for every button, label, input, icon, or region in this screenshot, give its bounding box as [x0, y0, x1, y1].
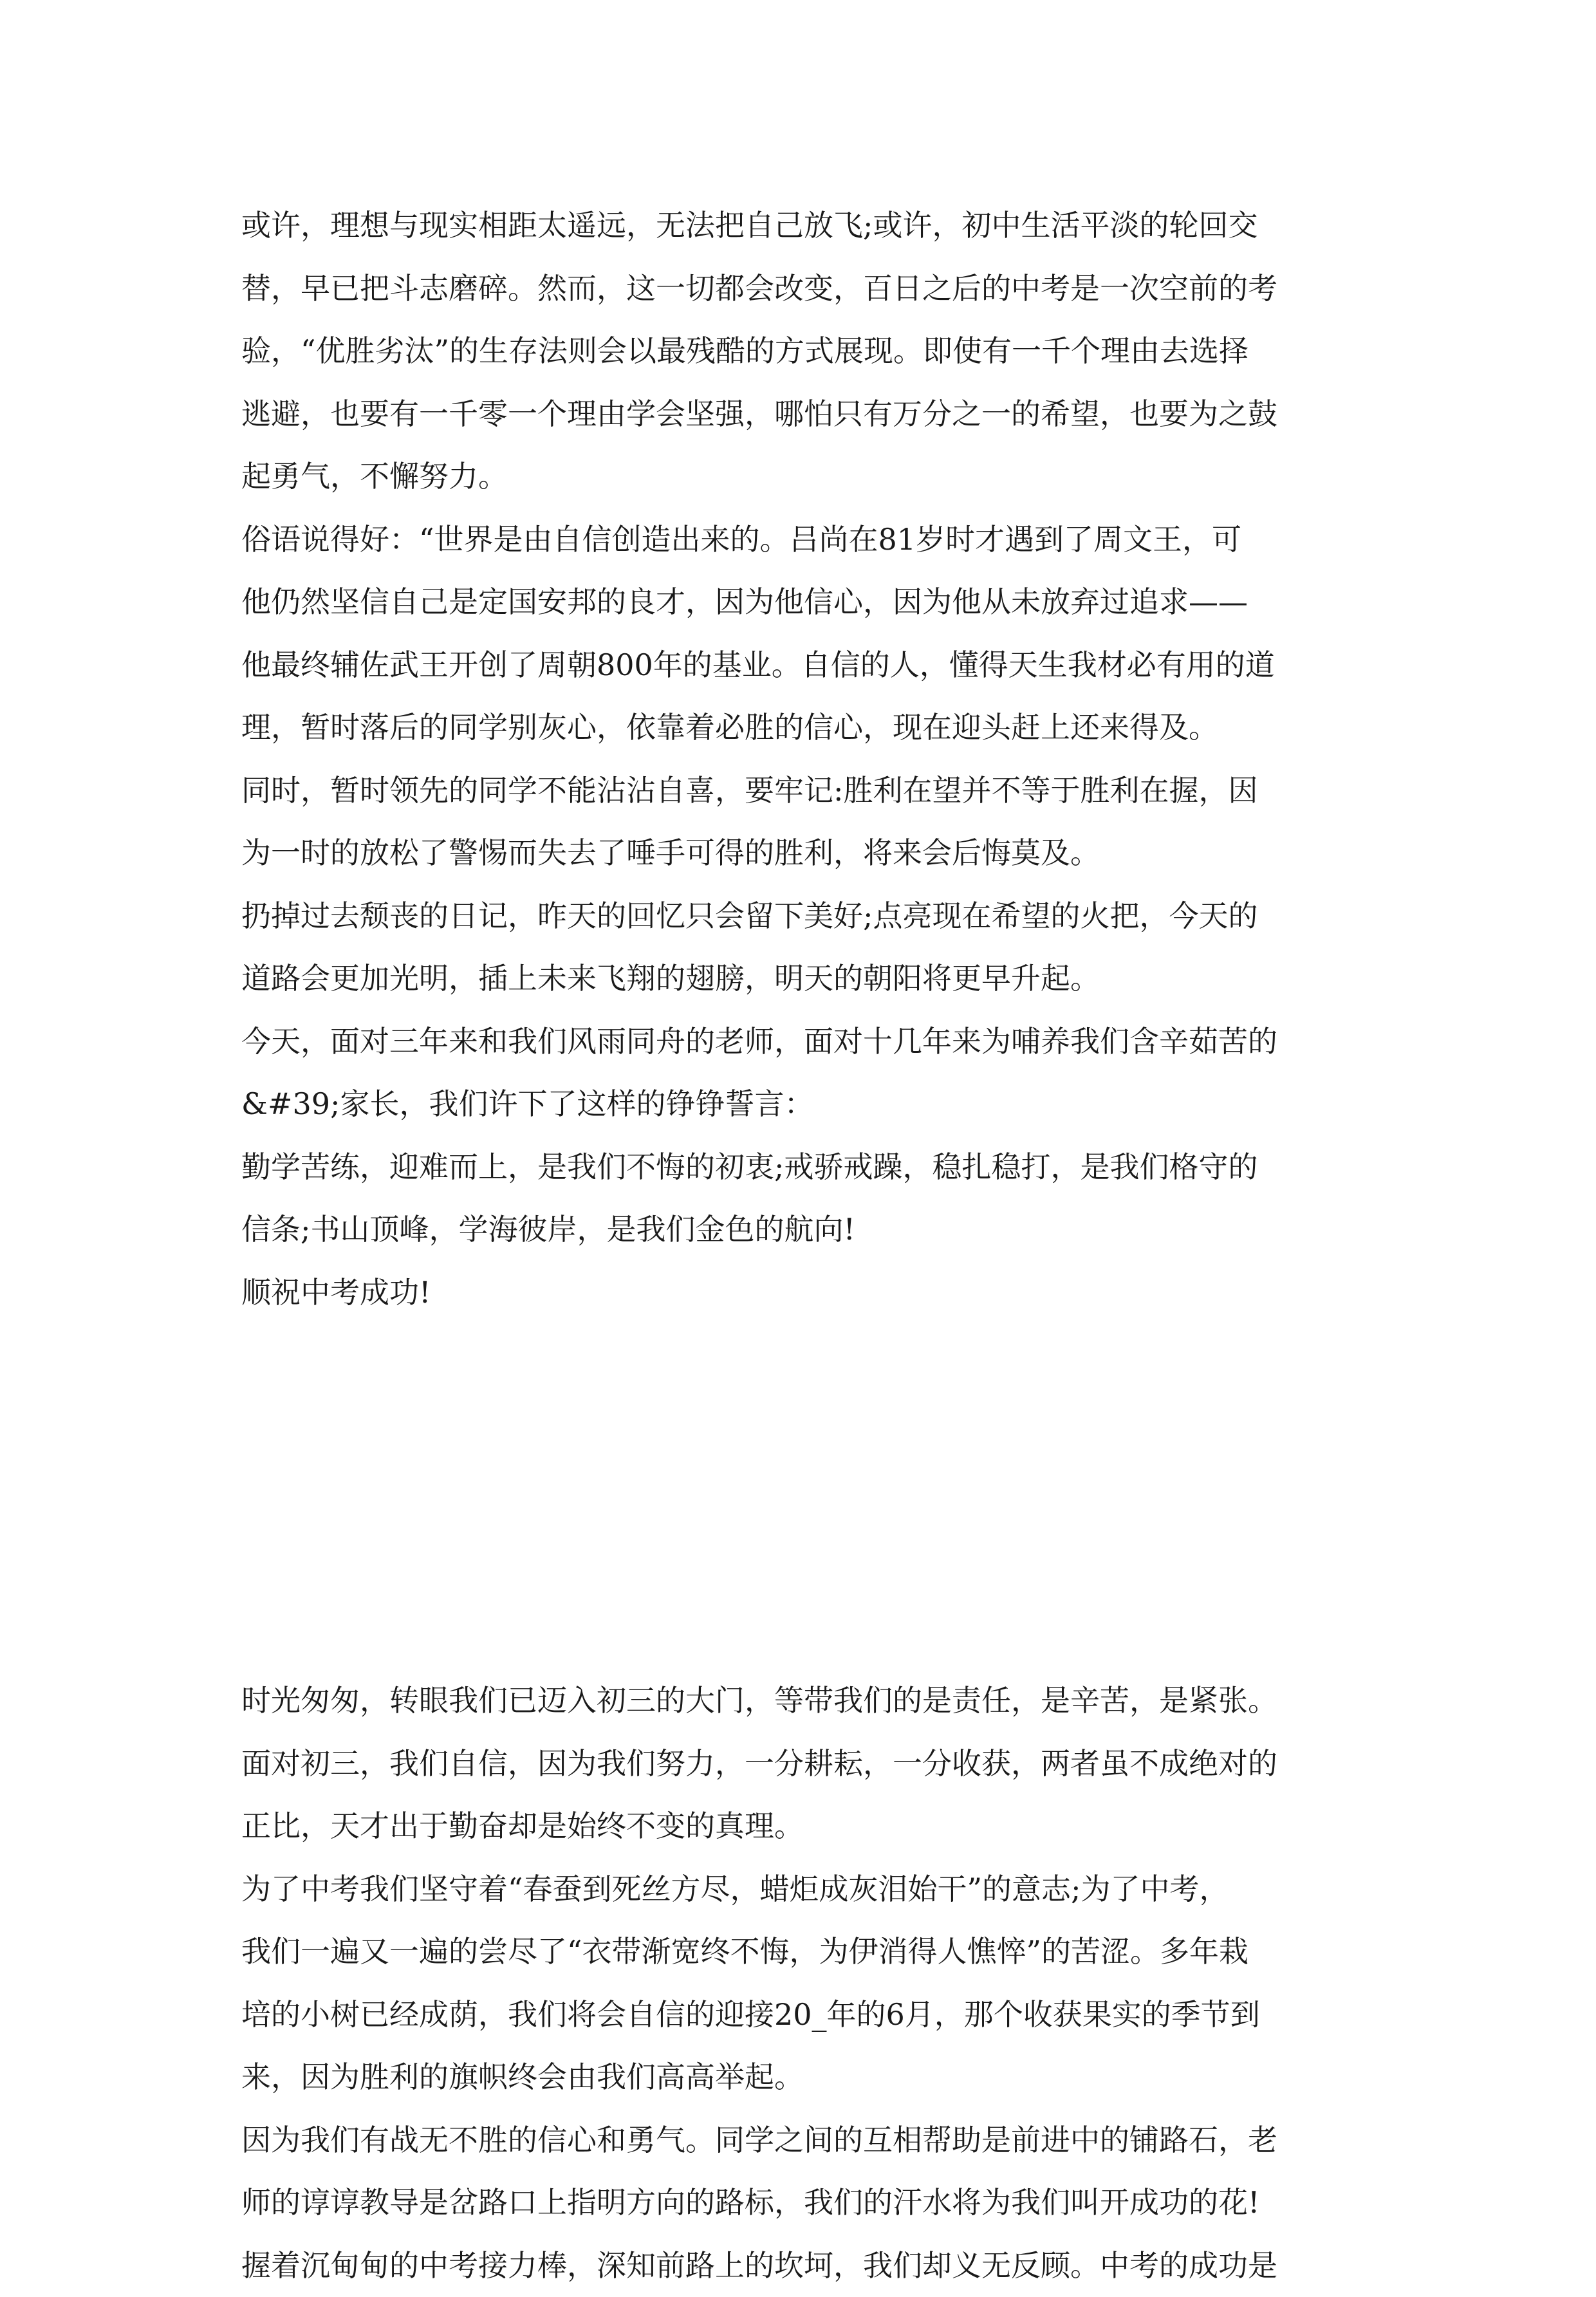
text-line: 因为我们有战无不胜的信心和勇气。同学之间的互相帮助是前进中的铺路石，老	[241, 2109, 1374, 2172]
text-line: 替，早已把斗志磨碎。然而，这一切都会改变，百日之后的中考是一次空前的考	[241, 257, 1374, 321]
text-line: 验，“优胜劣汰”的生存法则会以最残酷的方式展现。即使有一千个理由去选择	[241, 320, 1374, 383]
text-line: 为了中考我们坚守着“春蚕到死丝方尽，蜡炬成灰泪始干”的意志;为了中考，	[241, 1858, 1374, 1921]
text-line: 我们一遍又一遍的尝尽了“衣带渐宽终不悔，为伊消得人憔悴”的苦涩。多年栽	[241, 1920, 1374, 1984]
essay-section-two	[241, 1669, 1374, 2297]
text-line: 培的小树已经成荫，我们将会自信的迎接20_年的6月，那个收获果实的季节到	[241, 1984, 1374, 2047]
text-line: 面对初三，我们自信，因为我们努力，一分耕耘，一分收获，两者虽不成绝对的	[241, 1733, 1374, 1796]
text-line: 他仍然坚信自己是定国安邦的良才，因为他信心，因为他从未放弃过追求——	[241, 571, 1374, 634]
text-line: 起勇气，不懈努力。	[241, 445, 1374, 508]
text-line: 俗语说得好：“世界是由自信创造出来的。吕尚在81岁时才遇到了周文王，可	[241, 508, 1374, 572]
text-line: &#39;家长，我们许下了这样的铮铮誓言：	[241, 1073, 1374, 1136]
text-line: 或许，理想与现实相距太遥远，无法把自己放飞;或许，初中生活平淡的轮回交	[241, 194, 1374, 257]
text-line: 道路会更加光明，插上未来飞翔的翅膀，明天的朝阳将更早升起。	[241, 947, 1374, 1010]
text-line: 来，因为胜利的旗帜终会由我们高高举起。	[241, 2046, 1374, 2109]
text-line: 时光匆匆，转眼我们已迈入初三的大门，等带我们的是责任，是辛苦，是紧张。	[241, 1669, 1374, 1733]
text-line: 勤学苦练，迎难而上，是我们不悔的初衷;戒骄戒躁，稳扎稳打，是我们格守的	[241, 1136, 1374, 1199]
text-line: 理，暂时落后的同学别灰心，依靠着必胜的信心，现在迎头赶上还来得及。	[241, 696, 1374, 759]
text-line: 信条;书山顶峰，学海彼岸，是我们金色的航向!	[241, 1198, 1374, 1261]
text-line: 逃避，也要有一千零一个理由学会坚强，哪怕只有万分之一的希望，也要为之鼓	[241, 383, 1374, 446]
text-line: 同时，暂时领先的同学不能沾沾自喜，要牢记:胜利在望并不等于胜利在握，因	[241, 759, 1374, 823]
text-line: 师的谆谆教导是岔路口上指明方向的路标，我们的汗水将为我们叫开成功的花!	[241, 2171, 1374, 2235]
text-line: 为一时的放松了警惕而失去了唾手可得的胜利，将来会后悔莫及。	[241, 822, 1374, 885]
text-line: 今天，面对三年来和我们风雨同舟的老师，面对十几年来为哺养我们含辛茹苦的	[241, 1010, 1374, 1074]
text-line: 正比，天才出于勤奋却是始终不变的真理。	[241, 1795, 1374, 1858]
text-line: 扔掉过去颓丧的日记，昨天的回忆只会留下美好;点亮现在希望的火把，今天的	[241, 885, 1374, 948]
text-line: 他最终辅佐武王开创了周朝800年的基业。自信的人，懂得天生我材必有用的道	[241, 634, 1374, 697]
essay-section-one	[241, 194, 1374, 1324]
text-line: 握着沉甸甸的中考接力棒，深知前路上的坎坷，我们却义无反顾。中考的成功是	[241, 2235, 1374, 2297]
text-line: 顺祝中考成功!	[241, 1261, 1374, 1325]
